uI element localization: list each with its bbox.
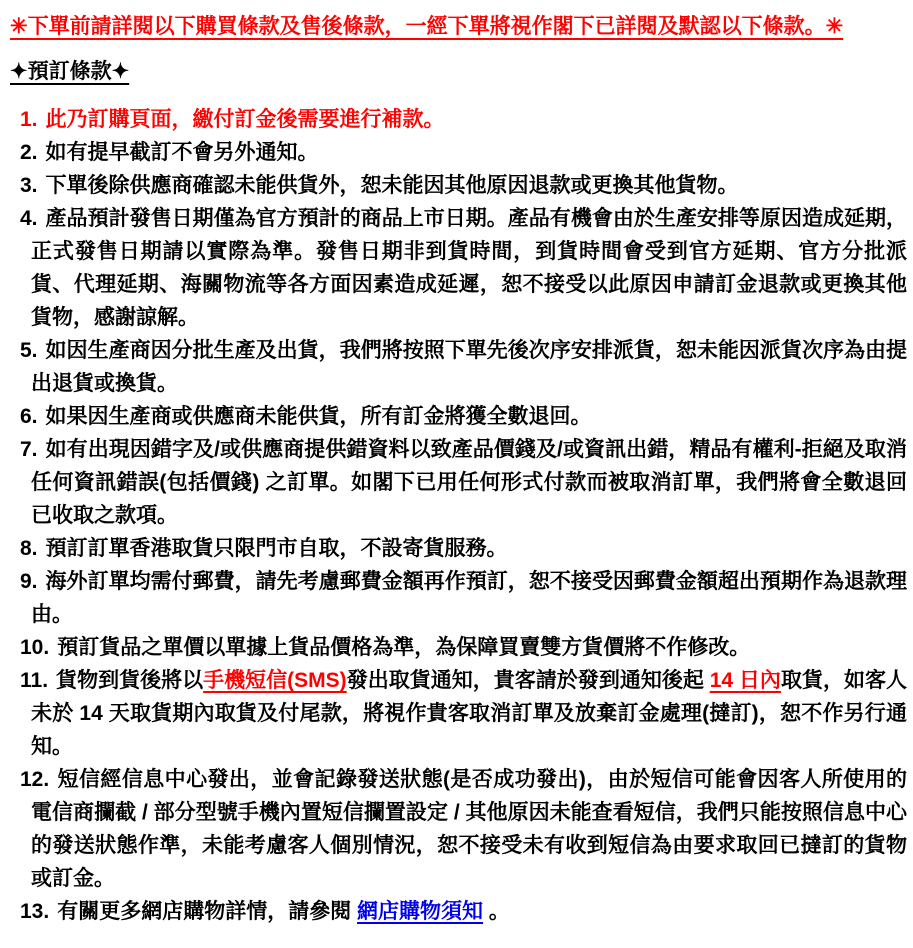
term-number: 12. bbox=[20, 768, 50, 791]
red-underline-emphasis: 14 日內 bbox=[709, 669, 781, 692]
term-number: 13. bbox=[20, 900, 50, 923]
term-text: 取貨，如客人未於 14 天取貨期內取貨及付尾款，將視作貴客取消訂單及放棄訂金處理(撻訂)，恕不作另行通知。 bbox=[31, 669, 908, 758]
term-text: 如果因生產商或供應商未能供貨，所有訂金將獲全數退回。 bbox=[45, 405, 592, 428]
term-text: 產品預計發售日期僅為官方預計的商品上市日期。產品有機會由於生產安排等原因造成延期，正式發售日期請以實際為準。發售日期非到貨時間，到貨時間會受到官方延期、官方分批派貨、代理延期、海關物流等各方面因素造成延遲，恕不接受以此原因申請訂金退款或更換其他貨物，感謝諒解。 bbox=[31, 207, 907, 329]
term-item-4 bbox=[10, 202, 907, 334]
term-text: 有關更多網店購物詳情，請參閱 bbox=[57, 900, 358, 923]
red-underline-emphasis: 手機短信(SMS) bbox=[203, 669, 347, 692]
page-header-warning: ✳下單前請詳閱以下購買條款及售後條款，一經下單將視作閣下已詳閱及默認以下條款。✳ bbox=[10, 15, 844, 38]
term-text: 貨物到貨後將以 bbox=[56, 669, 204, 692]
term-item-8 bbox=[10, 532, 907, 565]
term-item-12 bbox=[10, 763, 907, 895]
term-number: 7. bbox=[20, 438, 38, 461]
term-item-7 bbox=[10, 433, 907, 532]
term-item-9 bbox=[10, 565, 907, 631]
term-text: 海外訂單均需付郵費，請先考慮郵費金額再作預訂，恕不接受因郵費金額超出預期作為退款理由。 bbox=[31, 570, 907, 626]
term-number: 3. bbox=[20, 174, 38, 197]
section-heading-preorder-terms: ✦預訂條款✦ bbox=[10, 60, 130, 83]
term-item-1 bbox=[10, 103, 907, 136]
term-item-6 bbox=[10, 400, 907, 433]
term-item-13 bbox=[10, 895, 907, 928]
term-number: 5. bbox=[20, 339, 38, 362]
shop-guide-link[interactable]: 網店購物須知 bbox=[357, 900, 484, 923]
term-number: 10. bbox=[20, 636, 50, 659]
terms-list bbox=[10, 103, 907, 928]
term-number: 8. bbox=[20, 537, 38, 560]
term-item-3 bbox=[10, 169, 907, 202]
term-text: 預訂訂單香港取貨只限門市自取，不設寄貨服務。 bbox=[45, 537, 508, 560]
term-text: 此乃訂購頁面，繳付訂金後需要進行補款。 bbox=[45, 108, 445, 131]
term-number: 4. bbox=[20, 207, 38, 230]
term-text: 發出取貨通知，貴客請於發到通知後起 bbox=[346, 669, 710, 692]
term-text: 。 bbox=[483, 900, 510, 923]
term-text: 如有出現因錯字及/或供應商提供錯資料以致產品價錢及/或資訊出錯，精品有權利-拒絕及取消任何資訊錯誤(包括價錢) 之訂單。如閣下已用任何形式付款而被取消訂單，我們將會全數退回已收取之款項。 bbox=[31, 438, 907, 527]
term-item-2 bbox=[10, 136, 907, 169]
term-number: 11. bbox=[20, 669, 49, 692]
term-text: 如有提早截訂不會另外通知。 bbox=[45, 141, 319, 164]
term-item-5 bbox=[10, 334, 907, 400]
term-text: 短信經信息中心發出，並會記錄發送狀態(是否成功發出)，由於短信可能會因客人所使用的電信商攔截 / 部分型號手機內置短信攔置設定 / 其他原因未能查看短信，我們只能按照信息中心的發送狀態作準，未能考慮客人個別情況，恕不接受未有收到短信為由要求取回已撻訂的貨物或訂金。 bbox=[31, 768, 907, 890]
term-text: 如因生產商因分批生產及出貨，我們將按照下單先後次序安排派貨，恕未能因派貨次序為由提出退貨或換貨。 bbox=[31, 339, 907, 395]
term-item-10 bbox=[10, 631, 907, 664]
term-item-11 bbox=[10, 664, 907, 763]
term-number: 2. bbox=[20, 141, 38, 164]
term-text: 預訂貨品之單價以單據上貨品價格為準，為保障買賣雙方貨價將不作修改。 bbox=[57, 636, 751, 659]
term-text: 下單後除供應商確認未能供貨外，恕未能因其他原因退款或更換其他貨物。 bbox=[45, 174, 739, 197]
term-number: 9. bbox=[20, 570, 38, 593]
term-number: 1. bbox=[20, 108, 38, 131]
term-number: 6. bbox=[20, 405, 38, 428]
